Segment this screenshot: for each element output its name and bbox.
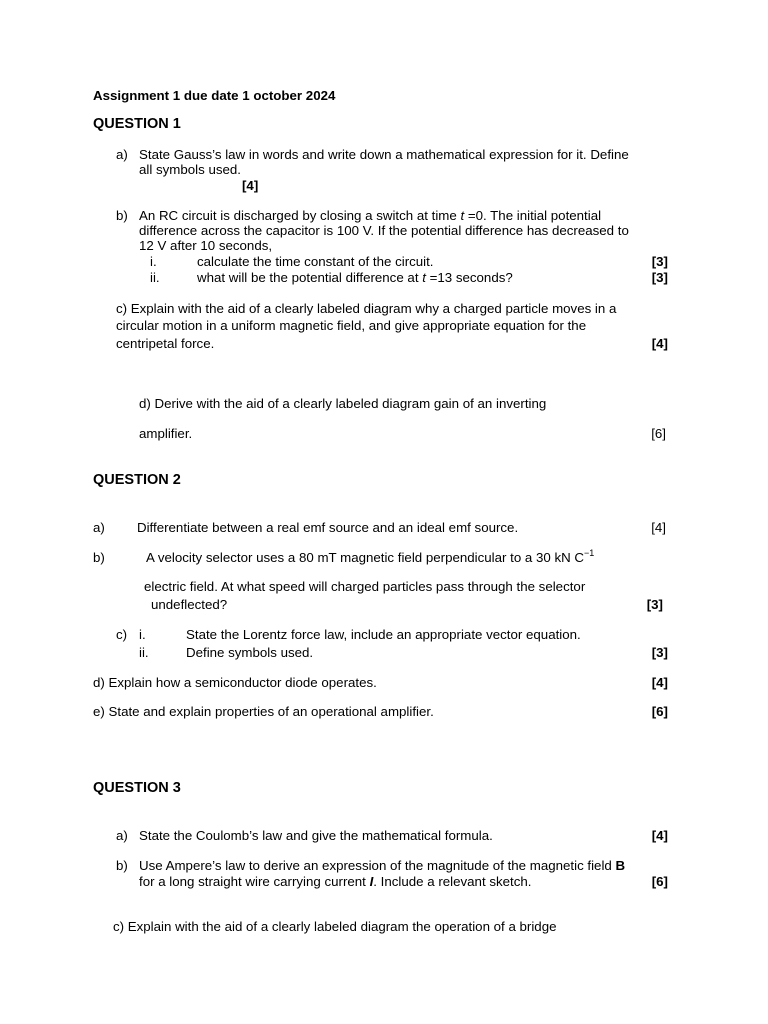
q1b-i-marks: [3]: [651, 254, 668, 269]
q3b-marks: [6]: [651, 874, 668, 889]
assignment-title: Assignment 1 due date 1 october 2024: [93, 88, 336, 103]
q2c-marks: [3]: [651, 645, 668, 660]
q1c-text-line2: circular motion in a uniform magnetic field, and give appropriate equation for the: [116, 318, 587, 333]
q1a-marks: [4]: [242, 178, 259, 193]
q3a-marks: [4]: [651, 828, 668, 843]
q2b-label: b): [93, 550, 105, 565]
q2e-marks: [6]: [651, 704, 668, 719]
q2b-marks: [3]: [646, 597, 663, 612]
q1d-marks: [6]: [651, 426, 666, 441]
q1b-ii-marks: [3]: [651, 270, 668, 285]
q1b-text-line2: difference across the capacitor is 100 V. If the potential difference has decreased to: [139, 223, 629, 238]
q1d-text-line2: amplifier.: [139, 426, 193, 441]
q3c-text: c) Explain with the aid of a clearly labeled diagram the operation of a bridge: [113, 919, 557, 934]
q1b-ii-label: ii.: [150, 270, 160, 285]
q3b-text-line2: for a long straight wire carrying current I. Include a relevant sketch.: [139, 874, 532, 889]
q1b-label: b): [116, 208, 128, 223]
question-3-heading: QUESTION 3: [93, 780, 181, 796]
q1b-i-label: i.: [150, 254, 157, 269]
q1d-text-line1: d) Derive with the aid of a clearly labeled diagram gain of an inverting: [139, 396, 547, 411]
q2c-i-label: i.: [139, 627, 146, 642]
q2b-text-line1: A velocity selector uses a 80 mT magnetic field perpendicular to a 30 kN $C^{-1}$: [146, 547, 595, 565]
q2d-text: d) Explain how a semiconductor diode operates.: [93, 675, 377, 690]
q1b-i-text: calculate the time constant of the circuit.: [197, 254, 434, 269]
q2d-marks: [4]: [651, 675, 668, 690]
q2e-text: e) State and explain properties of an operational amplifier.: [93, 704, 434, 719]
q1a-text-line2: all symbols used.: [139, 162, 241, 177]
q1b-text-line3: 12 V after 10 seconds,: [139, 238, 273, 253]
q2b-text-line3: undeflected?: [151, 597, 228, 612]
q2c-i-text: State the Lorentz force law, include an appropriate vector equation.: [186, 627, 581, 642]
q2a-label: a): [93, 520, 105, 535]
q3a-label: a): [116, 828, 128, 843]
question-2-heading: QUESTION 2: [93, 472, 181, 488]
q2a-text: Differentiate between a real emf source and an ideal emf source.: [137, 520, 519, 535]
q3b-text-line1: Use Ampere’s law to derive an expression of the magnitude of the magnetic field B: [139, 858, 626, 873]
q2c-label: c): [116, 627, 128, 642]
q1b-ii-text: what will be the potential difference at t =13 seconds?: [197, 270, 513, 285]
q3a-text: State the Coulomb’s law and give the mathematical formula.: [139, 828, 493, 843]
q1b-text-line1: An RC circuit is discharged by closing a switch at time t =0. The initial potential: [139, 208, 602, 223]
q2c-ii-text: Define symbols used.: [186, 645, 314, 660]
q2c-ii-label: ii.: [139, 645, 149, 660]
question-1-heading: QUESTION 1: [93, 116, 181, 132]
q1a-label: a): [116, 147, 128, 162]
q1c-marks: [4]: [651, 336, 668, 351]
q1c-text-line1: c) Explain with the aid of a clearly labeled diagram why a charged particle moves in a: [116, 301, 617, 316]
q1c-text-line3: centripetal force.: [116, 336, 215, 351]
q2b-text-line2: electric field. At what speed will charged particles pass through the selector: [144, 579, 586, 594]
q1a-text-line1: State Gauss’s law in words and write down a mathematical expression for it. Define: [139, 147, 629, 162]
q2a-marks: [4]: [651, 520, 666, 535]
q3b-label: b): [116, 858, 128, 873]
